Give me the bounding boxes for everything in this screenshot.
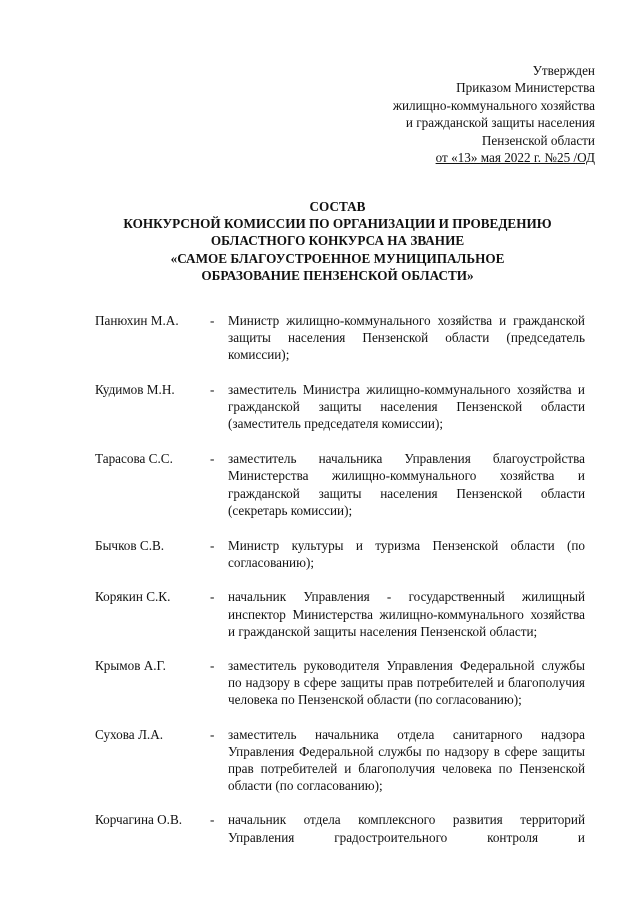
member-name: Кудимов М.Н. xyxy=(95,381,175,397)
commission-members-list xyxy=(95,312,585,846)
document-title xyxy=(80,198,595,284)
member-dash: - xyxy=(210,726,215,742)
approval-line: Приказом Министерства xyxy=(456,80,595,96)
member-row xyxy=(95,312,585,364)
title-line: «САМОЕ БЛАГОУСТРОЕННОЕ МУНИЦИПАЛЬНОЕ xyxy=(170,250,505,266)
member-name: Тарасова С.С. xyxy=(95,451,173,467)
title-line: СОСТАВ xyxy=(309,199,366,214)
title-line: ОБЛАСТНОГО КОНКУРСА НА ЗВАНИЕ xyxy=(210,233,465,249)
member-row xyxy=(95,726,585,795)
member-row xyxy=(95,537,585,571)
approval-date-line: от «13» мая 2022 г. №25 /ОД xyxy=(435,150,595,166)
member-dash: - xyxy=(210,381,215,397)
member-role: начальник отдела комплексного развития территорий Управления градостроительного контроля и xyxy=(228,812,585,845)
member-role: Министр жилищно-коммунального хозяйства и гражданской защиты населения Пензенской области (председатель комиссии); xyxy=(228,313,585,363)
member-role: Министр культуры и туризма Пензенской области (по согласованию); xyxy=(228,538,585,571)
member-row xyxy=(95,381,585,433)
member-dash: - xyxy=(210,451,215,467)
member-role: заместитель руководителя Управления Федеральной службы по надзору в сфере защиты прав потребителей и благополучия человека по Пензенской области (по согласованию); xyxy=(228,658,585,708)
approval-line: Пензенской области xyxy=(481,132,595,148)
member-role: заместитель начальника отдела санитарного надзора Управления Федеральной службы по надзору в сфере защиты прав потребителей и благополучия человека по Пензенской области (по согласованию); xyxy=(228,726,585,794)
member-name: Бычков С.В. xyxy=(95,538,165,554)
title-line: КОНКУРСНОЙ КОМИССИИ ПО ОРГАНИЗАЦИИ И ПРОВЕДЕНИЮ xyxy=(123,216,552,232)
member-dash: - xyxy=(210,658,215,674)
member-name: Панюхин М.А. xyxy=(95,313,179,328)
member-row xyxy=(95,811,585,845)
member-name: Корякин С.К. xyxy=(95,589,171,605)
member-dash: - xyxy=(210,538,215,554)
member-role: заместитель Министра жилищно-коммунального хозяйства и гражданской защиты населения Пензенской области (заместитель председателя комиссии); xyxy=(228,381,585,432)
member-dash: - xyxy=(210,589,215,605)
approval-line: Утвержден xyxy=(532,63,595,78)
approval-stamp xyxy=(393,62,595,166)
title-line: ОБРАЗОВАНИЕ ПЕНЗЕНСКОЙ ОБЛАСТИ» xyxy=(201,267,474,283)
member-name: Крымов А.Г. xyxy=(95,658,166,674)
member-row xyxy=(95,657,585,709)
member-name: Корчагина О.В. xyxy=(95,812,183,828)
member-role: начальник Управления - государственный жилищный инспектор Министерства жилищно-коммунального хозяйства и гражданской защиты населения Пензенской области; xyxy=(228,589,585,639)
member-name: Сухова Л.А. xyxy=(95,726,164,742)
approval-line: жилищно-коммунального хозяйства xyxy=(392,97,595,113)
member-dash: - xyxy=(210,812,215,828)
member-row xyxy=(95,450,585,519)
member-row xyxy=(95,588,585,640)
member-role: заместитель начальника Управления благоустройства Министерства жилищно-коммунального хозяйства и гражданской защиты населения Пензенской области (секретарь комиссии); xyxy=(228,451,585,518)
approval-line: и гражданской защиты населения xyxy=(405,115,595,131)
member-dash: - xyxy=(210,313,215,328)
